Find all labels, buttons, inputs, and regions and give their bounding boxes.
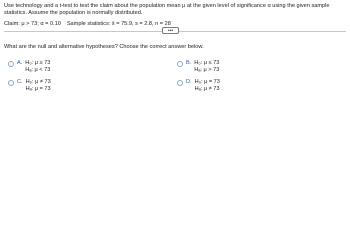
- question-prompt: What are the null and alternative hypotheses? Choose the correct answer below.: [4, 44, 204, 50]
- radio-button-d[interactable]: [177, 80, 183, 86]
- option-letter: C.: [17, 79, 23, 85]
- claim-text: Claim: μ > 73; α = 0.10: [4, 21, 61, 27]
- sample-statistics: Sample statistics: x̄ = 75.9, s = 2.8, n = 28: [66, 21, 171, 27]
- null-hypothesis: H₀: μ = 73: [194, 79, 220, 85]
- option-letter: D.: [186, 79, 192, 85]
- answer-option-c[interactable]: [8, 79, 51, 93]
- alternative-hypothesis: Hₐ: μ ≠ 73: [194, 86, 220, 92]
- problem-instructions: Use technology and a t-test to test the claim about the population mean μ at the given level of significance α using the given sample statistics. Assume the population is normally distributed.: [4, 3, 330, 16]
- radio-button-c[interactable]: [8, 80, 14, 86]
- null-hypothesis: H₀: μ ≤ 73: [194, 60, 220, 66]
- answer-option-a[interactable]: [8, 60, 50, 74]
- alternative-hypothesis: Hₐ: μ = 73: [25, 86, 51, 92]
- answer-option-d[interactable]: [177, 79, 220, 93]
- option-letter: B.: [186, 60, 192, 66]
- null-hypothesis: H₀: μ ≠ 73: [25, 79, 51, 85]
- alternative-hypothesis: Hₐ: μ > 73: [194, 67, 220, 73]
- radio-button-b[interactable]: [177, 61, 183, 67]
- answer-option-b[interactable]: [177, 60, 219, 74]
- radio-button-a[interactable]: [8, 61, 14, 67]
- more-button[interactable]: •••: [162, 27, 179, 34]
- alternative-hypothesis: Hₐ: μ < 73: [25, 67, 51, 73]
- null-hypothesis: H₀: μ ≥ 73: [25, 60, 51, 66]
- option-letter: A.: [17, 60, 23, 66]
